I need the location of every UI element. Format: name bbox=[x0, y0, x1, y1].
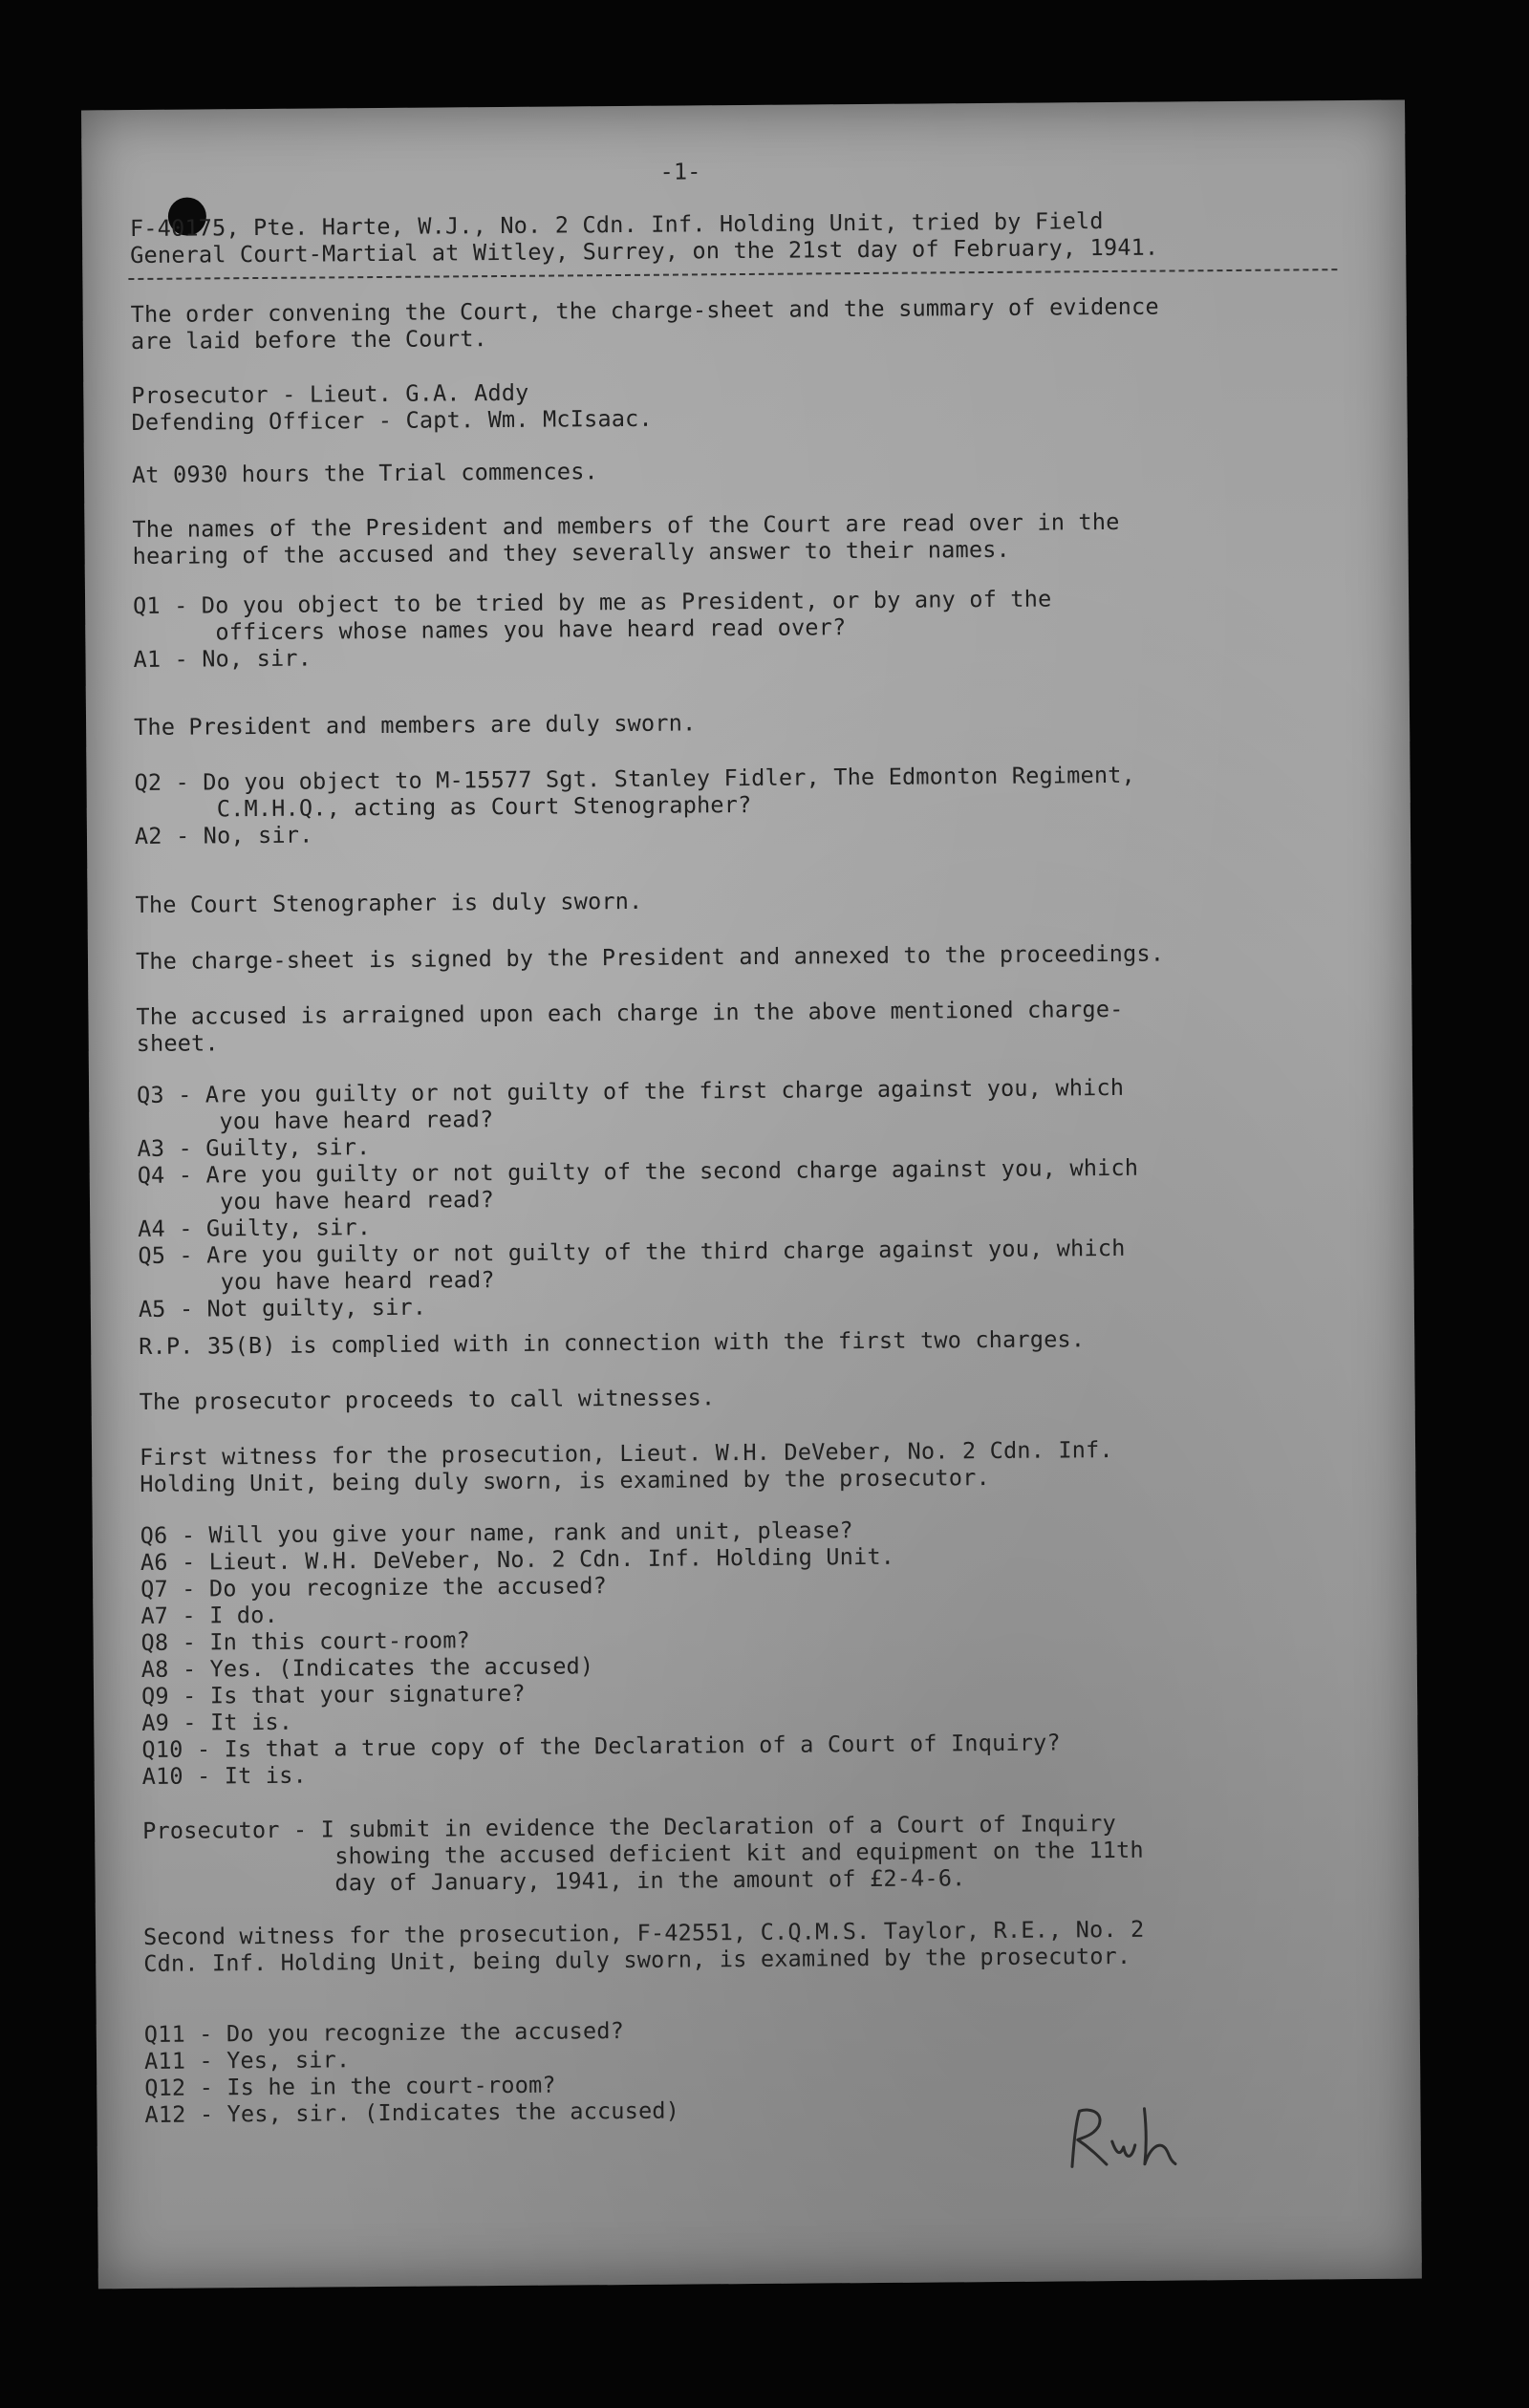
page-number: -1- bbox=[659, 158, 701, 185]
document-page bbox=[81, 100, 1422, 2290]
qa-block-pleas: Q3 - Are you guilty or not guilty of the first charge against you, which you have heard read? A3 - Guilty, sir. Q4 - Are you guilty or not guilty of the second charge against you, which you have heard read? A4 - Guilty, sir. Q5 - Are you guilty or not guilty of the third charge against you, which you have heard read? A5 - Not guilty, sir. bbox=[137, 1073, 1139, 1323]
paragraph-rp-35b: R.P. 35(B) is complied with in connection with the first two charges. bbox=[139, 1325, 1086, 1361]
paragraph-first-witness: First witness for the prosecution, Lieut. W.H. DeVeber, No. 2 Cdn. Inf. Holding Unit, being duly sworn, is examined by the prosecutor. bbox=[139, 1436, 1113, 1498]
handwritten-initials bbox=[1062, 2098, 1225, 2176]
paragraph-charge-sheet: The charge-sheet is signed by the President and annexed to the proceedings. bbox=[135, 939, 1165, 976]
document-title: F-40175, Pte. Harte, W.J., No. 2 Cdn. Inf. Holding Unit, tried by Field General Court-Martial at Witley, Surrey, on the 21st day of February, 1941. bbox=[129, 207, 1159, 269]
title-underline bbox=[128, 269, 1337, 280]
paragraph-arraigned: The accused is arraigned upon each charge in the above mentioned charge- sheet. bbox=[136, 995, 1124, 1058]
qa-block-q1: Q1 - Do you object to be tried by me as President, or by any of the officers whose names you have heard read over? A1 - No, sir. bbox=[132, 585, 1052, 674]
paragraph-second-witness: Second witness for the prosecution, F-42551, C.Q.M.S. Taylor, R.E., No. 2 Cdn. Inf. Holding Unit, being duly sworn, is examined by the prosecutor. bbox=[142, 1915, 1145, 1977]
paragraph-names-read: The names of the President and members of the Court are read over in the hearing of the accused and they severally answer to their names. bbox=[132, 507, 1120, 570]
qa-block-second-witness: Q11 - Do you recognize the accused? A11 - Yes, sir. Q12 - Is he in the court-room? A12 - Yes, sir. (Indicates the accused) bbox=[143, 2017, 680, 2128]
paragraph-sworn: The President and members are duly sworn. bbox=[133, 709, 697, 742]
paragraph-call-witnesses: The prosecutor proceeds to call witnesses. bbox=[139, 1384, 716, 1416]
qa-block-q2: Q2 - Do you object to M-15577 Sgt. Stanley Fidler, The Edmonton Regiment, C.M.H.Q., acting as Court Stenographer? A2 - No, sir. bbox=[134, 761, 1136, 850]
paragraph-officers: Prosecutor - Lieut. G.A. Addy Defending Officer - Capt. Wm. McIsaac. bbox=[131, 378, 653, 437]
qa-block-first-witness: Q6 - Will you give your name, rank and unit, please? A6 - Lieut. W.H. DeVeber, No. 2 Cdn. Inf. Holding Unit. Q7 - Do you recognize the accused? A7 - I do. Q8 - In this court-room? A8 - Yes. (Indicates the accused) Q9 - Is that your signature? A9 - It is. Q10 - Is that a true copy of the Declaration of a Court of Inquiry? A10 - It is. bbox=[140, 1516, 1061, 1790]
paragraph-convening-order: The order convening the Court, the charge-sheet and the summary of evidence are laid before the Court. bbox=[130, 292, 1159, 355]
paragraph-stenographer: The Court Stenographer is duly sworn. bbox=[135, 887, 643, 919]
paragraph-prosecutor-submission: Prosecutor - I submit in evidence the Declaration of a Court of Inquiry showing the accused deficient kit and equipment on the 11th day of January, 1941, in the amount of £2-4-6. bbox=[142, 1809, 1144, 1898]
paragraph-trial-commences: At 0930 hours the Trial commences. bbox=[131, 458, 598, 489]
